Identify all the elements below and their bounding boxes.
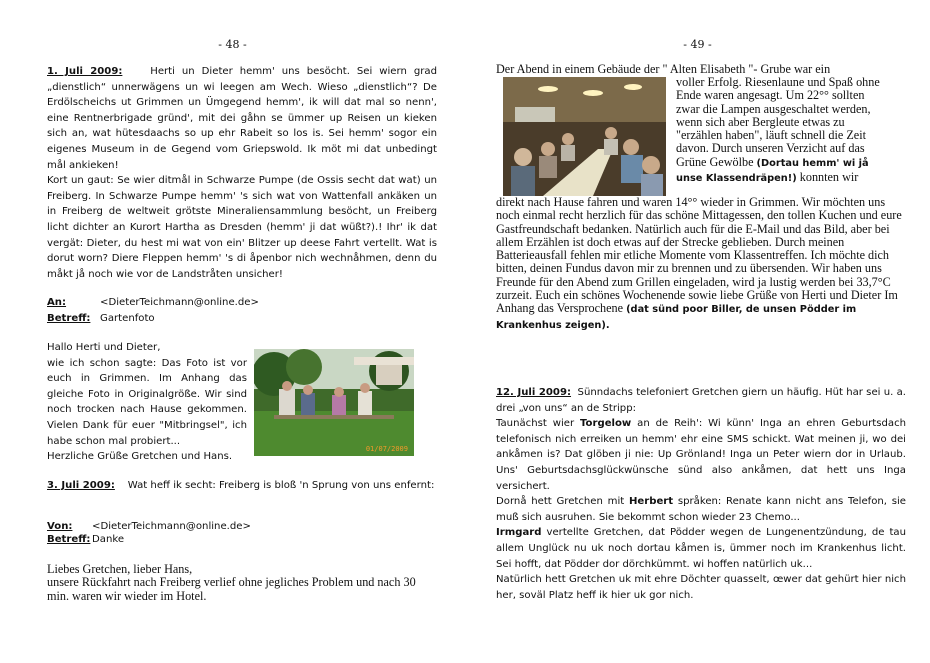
email-greeting: Hallo Herti und Dieter,: [47, 342, 161, 353]
entry-text: Herti un Dieter hemm' uns besöcht. Sei wiern grad „dienstlich“ unnerwägens un wi leegen am Wech. Wieso „dienstlich“? De Erdölscheichs ut Grimmen un Ümgegend hemm', ik will dat mal so nenn', eine Rentnerbrigade gründ', mit dei gåhn se ümmer up Reisen un kieken sich an, wat hütesdaachs so up ehr Rabeit so los is. Sei hemm' sogor ein eigenes Museum in de Gegend vom Griepswold. Ik möt mi dat unbedingt mål ankieken!: [47, 66, 437, 171]
entry-july-3: [47, 478, 437, 494]
email-to-label: An:: [47, 297, 67, 308]
email-from-label: Von:: [47, 521, 73, 532]
email-header-2: [47, 520, 437, 546]
entry-name-bold: Torgelow: [580, 418, 632, 430]
page-number-right: - 49 -: [683, 38, 712, 51]
entry-date: 12. Juli 2009:: [496, 387, 572, 398]
email-subject-row: [47, 533, 437, 546]
entry-text: an de Reih': Wi künn' Inga an ehren Geburtsdach telefonisch nich erreiken un hemm' ehr eine SMS schickt. Wat meinen ji, wo dei ankåmen is? Dat glöben ji nie: Up Grönland! Inga un Peter wiern dor in Urlaub. Uns' Geburtsdachsglückwünsche sünd also ankåmen, dat hett uns Inga versichert.: [496, 418, 907, 492]
letter-wrap-text: [676, 76, 891, 187]
email-from-row: [47, 520, 437, 533]
entry-july-12: [496, 385, 906, 603]
entry-text: Taunächst wier: [496, 418, 575, 430]
email-subject-label: Betreff:: [47, 312, 91, 324]
email-body: unsere Rückfahrt nach Freiberg verlief ohne jegliches Problem und nach 30 min. waren wir wieder im Hotel.: [47, 575, 416, 603]
letter-text: konnten wir: [799, 170, 859, 185]
entry-paragraph-2: [496, 494, 906, 525]
email-from-value: <DieterTeichmann@online.de>: [92, 521, 251, 532]
email-to-row: [47, 295, 437, 311]
letter-aside-bold: (dat sünd poor Biller, de unsen Pödder im Krankenhus zeigen).: [496, 304, 857, 331]
email-body-1: [47, 340, 247, 465]
letter-aside-bold: (Dortau hemm' wi jå unse Klassendräpen!): [676, 157, 869, 185]
entry-date: 3. Juli 2009:: [47, 480, 115, 491]
email-subject-value: Gartenfoto: [100, 312, 155, 324]
dinner-photo-image: [503, 77, 666, 196]
email-subject-row: [47, 311, 437, 327]
entry-text: Wat heff ik secht: Freiberg is bloß 'n Sprung von uns enfernt:: [127, 480, 435, 491]
entry-text: vertellte Gretchen, dat Pödder wegen de Lungenentzündung, de tau allem Unglück nu uk noch dortau kåmen is, ümmer noch im Krankenhus licht. Sei hofft, dat Pödder dor dörchkümmt. wi hoffen natürlich uk...: [496, 527, 906, 570]
letter-first-line: Der Abend in einem Gebäude der " Alten Elisabeth "- Grube war ein: [496, 62, 831, 76]
letter-text: direkt nach Hause fahren und waren 14°° wieder in Grimmen. Wir möchten uns noch einmal recht herzlich für das schöne Mittagessen, den tollen Kuchen und eure Gastfreundschaft bedanken. Natürlich auch für die E-Mail und das Bild, aber bei allem Erzählen ist doch etwas auf der Strecke geblieben. Durch meinen Batterieausfall fehlen mir etliche Momente vom Klassentreffen. Ich möchte dich bitten, deinen Fundus davon mir zu brennen und zu übersenden. Wir haben uns Freunde für den Abend zum Grillen eingeladen, wird ja lustig werden bei 33,7°C zurzeit. Euch ein schönes Wochenende sowie liebe Grüße von Herti und Dieter Im Anhang das Versprochene: [496, 195, 902, 316]
entry-july-3-paragraph: [47, 478, 437, 494]
entry-paragraph-4: Natürlich hett Gretchen uk mit ehre Döchter quasselt, œwer dat gehürt hier nich her, soväl Platz heff ik hier uk gor nich.: [496, 574, 906, 601]
entry-name-bold: Irmgard: [496, 527, 542, 539]
entry-paragraph-1: [496, 416, 906, 494]
entry-paragraph-3: [496, 525, 906, 572]
right-page: [465, 0, 930, 663]
page-number-left: - 48 -: [218, 38, 247, 51]
entry-july-12-intro: [496, 385, 906, 416]
entry-name-bold: Herbert: [628, 496, 674, 508]
entry-july-1: [47, 64, 437, 282]
garden-photo-image: [254, 349, 414, 456]
entry-july-1-paragraph: [47, 64, 437, 173]
email-header-1: [47, 295, 437, 326]
entry-text: Dornå hett Gretchen mit: [496, 496, 625, 508]
garden-photo: [254, 349, 414, 456]
letter-rest: [496, 196, 906, 334]
email-body-2: [47, 563, 437, 603]
letter-text: voller Erfolg. Riesenlaune und Spaß ohne Ende waren angesagt. Um 22°° sollten zwar die Lampen ausgeschaltet werden, wenn sich aber Bergleute etwas zu "erzählen haben", läuft schnell die Zeit davon. Durch unseren Verzicht auf das Grüne Gewölbe: [676, 75, 880, 169]
dinner-photo: [503, 77, 666, 196]
email-greeting: Liebes Gretchen, lieber Hans,: [47, 562, 193, 576]
entry-text: språken: Renate kann nicht ans Telefon, sie muß sich ausruhen. Sie bekommt schon wieder 23 Chemo...: [496, 496, 906, 523]
email-to-value: <DieterTeichmann@online.de>: [100, 297, 259, 308]
entry-date: 1. Juli 2009:: [47, 66, 123, 77]
email-subject-value: Danke: [92, 534, 125, 545]
email-subject-label: Betreff:: [47, 534, 91, 545]
entry-text: Sünndachs telefoniert Gretchen giern un häufig. Hüt har sei u. a. drei „von uns“ an de Stripp:: [496, 387, 906, 414]
entry-text-continued: Kort un gaut: Se wier ditmål in Schwarze Pumpe (de Ossis secht dat wat) un Freiberg. In Schwarze Pumpe hemm' 's sich wat von Wattenfall ankäken un in Freiberg de weltweit grötste Mineraliensammlung besöcht, un Freiberg licht dichter an Kurort Hartha as Dresden (hemm' ji dat wüßt?).! Ihr' ik dat vergät: Dieter, du hest mi wat von ein' Blitzer up deese Fahrt vertellt. Wat is dorut worn? Diere Fleppen hemm' 's di åpenbor nich wechnåhmen, denn du måkt jå noch wie vor de Landstråten unsicher!: [47, 175, 437, 280]
email-body: wie ich schon sagte: Das Foto ist vor euch in Grimmen. Im Anhang das gleiche Foto in Originalgröße. Wir sind noch trocken nach Hause gekommen. Vielen Dank für euer "Mitbringsel", ich habe schon mal probiert...: [47, 357, 247, 447]
photo-date-stamp: 01/07/2009: [365, 445, 408, 453]
email-closing: Herzliche Grüße Gretchen und Hans.: [47, 451, 233, 463]
